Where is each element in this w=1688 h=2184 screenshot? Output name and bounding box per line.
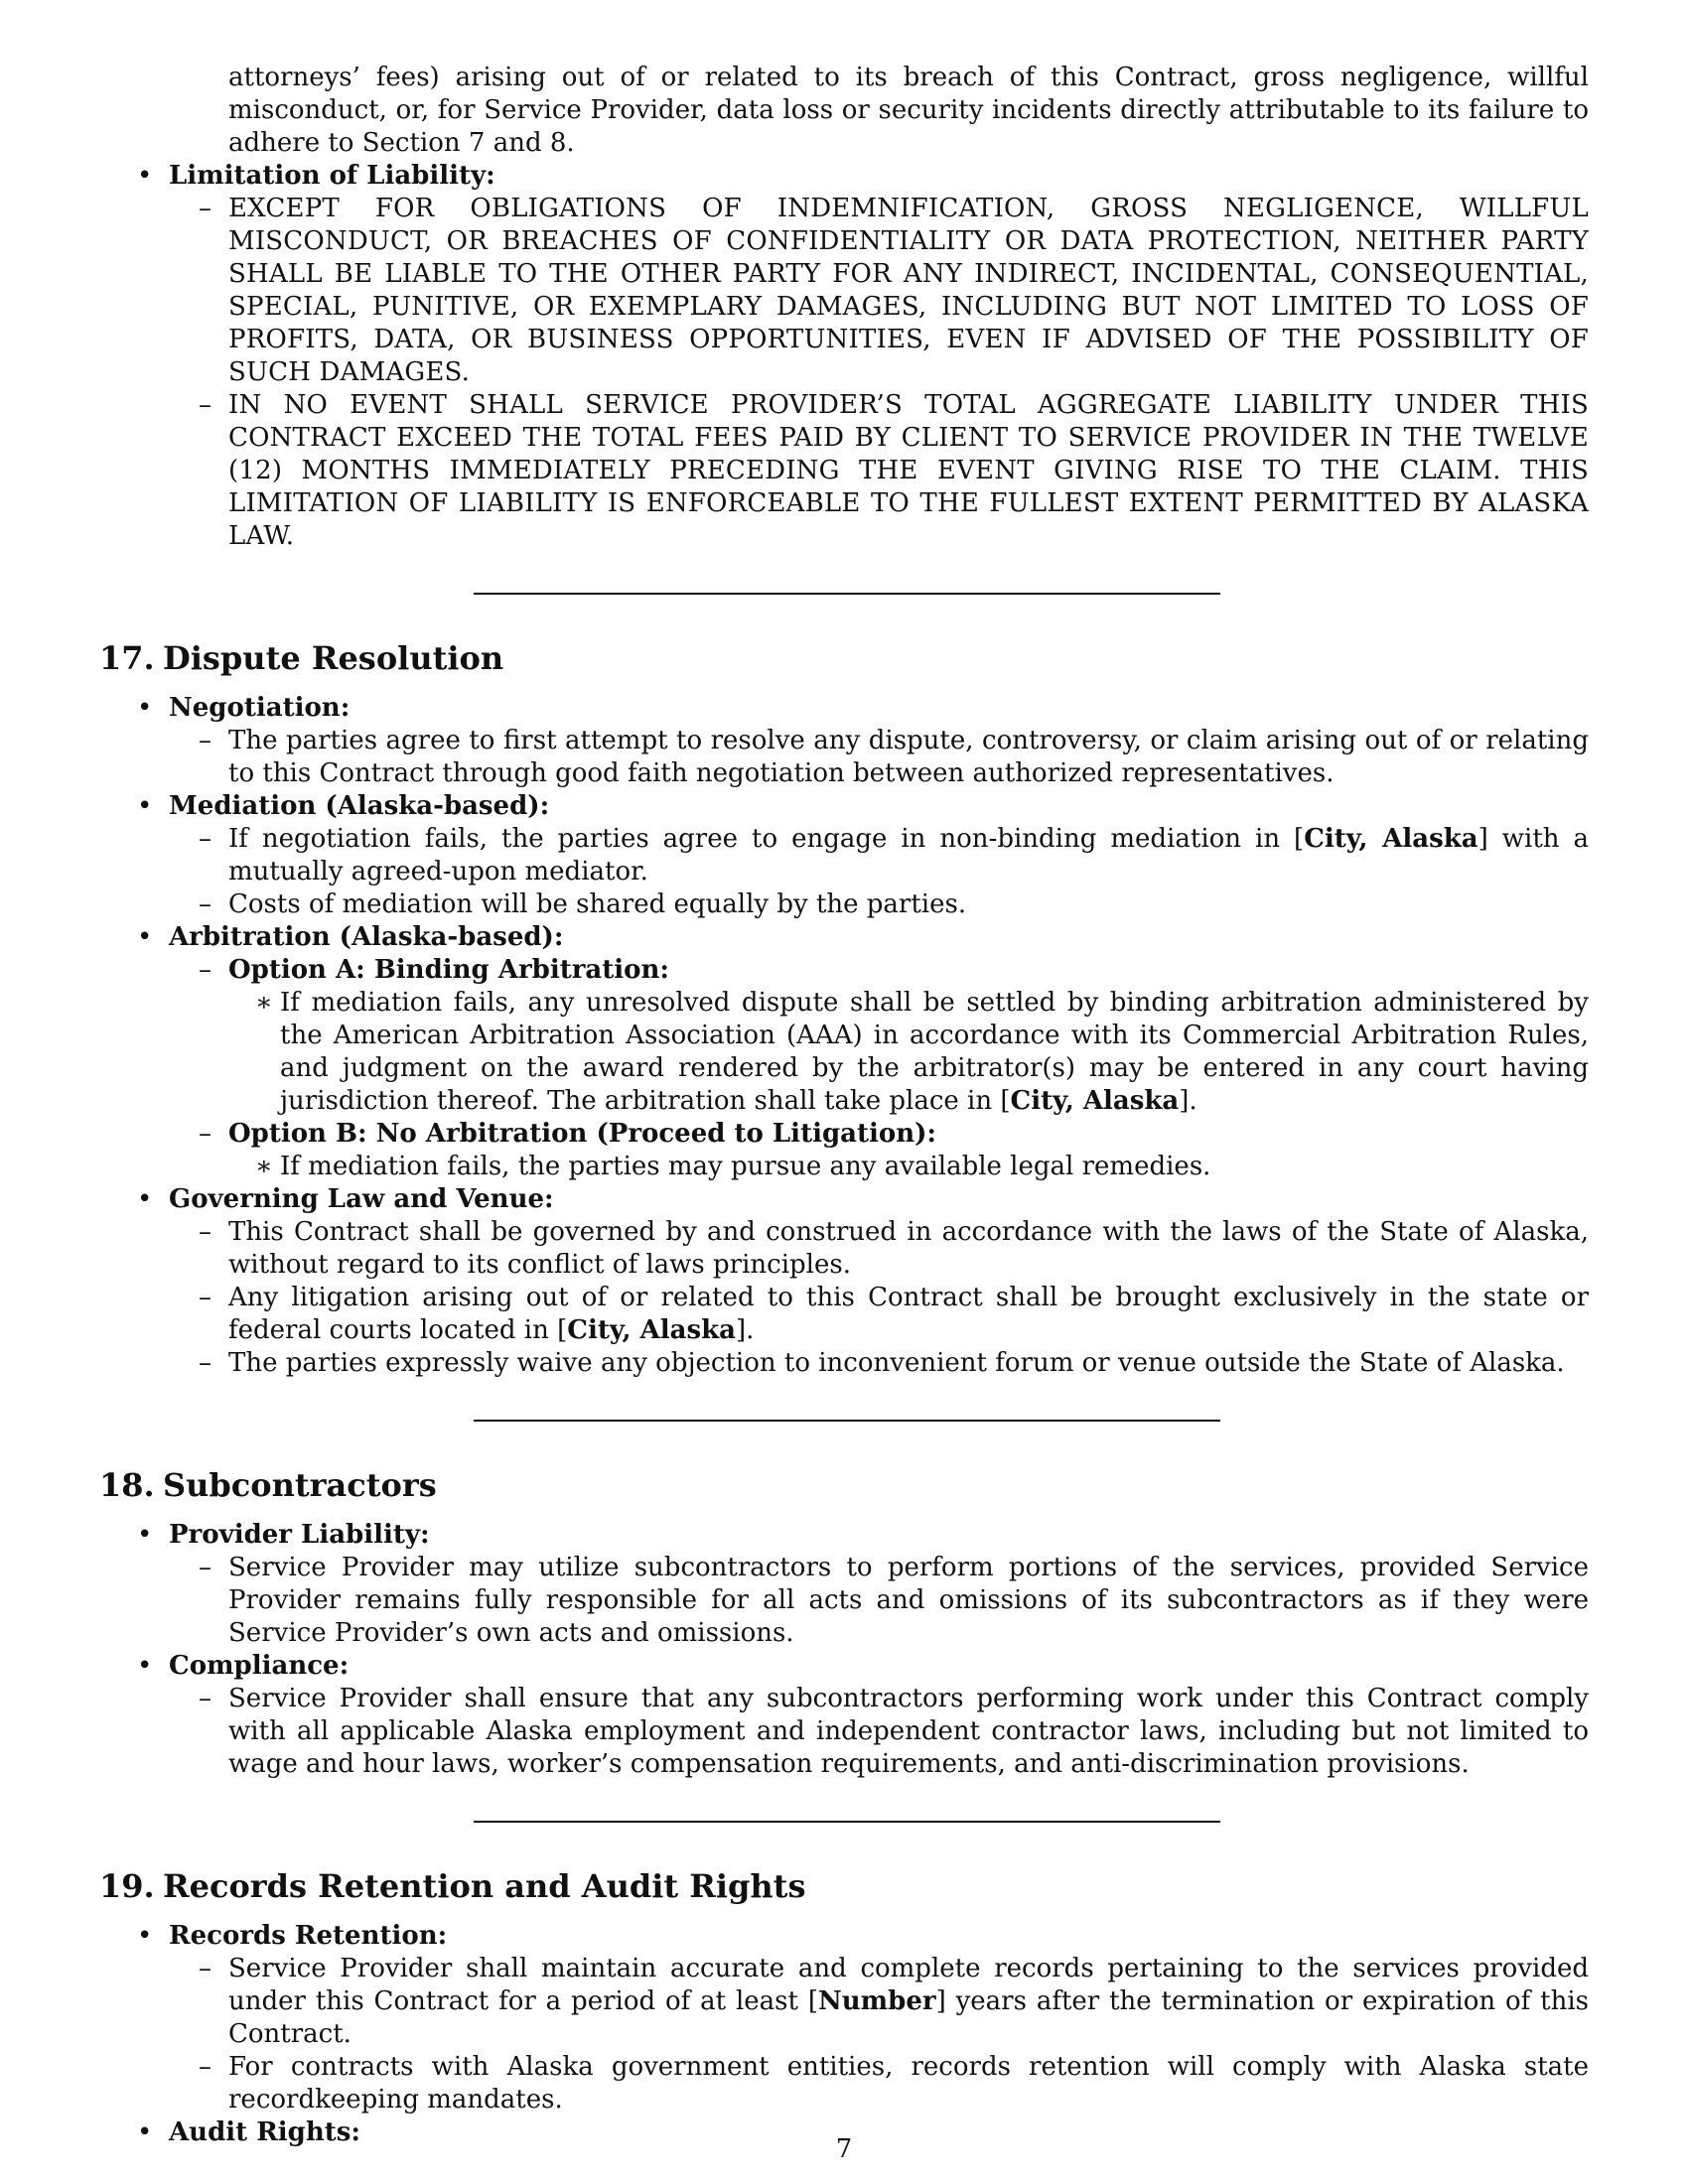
section-19-list bbox=[99, 1920, 1589, 2149]
section-18-list bbox=[99, 1519, 1589, 1781]
section-number: 18. bbox=[99, 1466, 155, 1504]
governing-law-clause-1: – This Contract shall be governed by and construed in accordance with the laws of the State of Alaska, without regard to its conflict of laws principles. bbox=[169, 1216, 1589, 1282]
records-retention-clause-2: – For contracts with Alaska government entities, records retention will comply with Alaska state recordkeeping mandates. bbox=[169, 2051, 1589, 2116]
provider-liability-clause: – Service Provider may utilize subcontractors to perform portions of the services, provided Service Provider remains fully responsible for all acts and omissions of its subcontractors as if they were Service Provider’s own acts and omissions. bbox=[169, 1552, 1589, 1650]
text-run: Any litigation arising out of or related to this Contract shall be brought exclusively in the state or federal courts located in [ bbox=[228, 1283, 1589, 1345]
text-run: ] with a mutually agreed-upon mediator. bbox=[228, 824, 1589, 887]
governing-law-clause-2 bbox=[169, 1282, 1589, 1347]
text-run: ]. bbox=[735, 1315, 755, 1345]
section-number: 17. bbox=[99, 639, 155, 677]
list-item-arbitration bbox=[99, 921, 1589, 1183]
text-run: ] years after the termination or expiration of this Contract. bbox=[228, 1986, 1589, 2049]
section-title: Subcontractors bbox=[163, 1466, 437, 1504]
text-run: ]. bbox=[1179, 1086, 1197, 1116]
option-b-label: Option B: No Arbitration (Proceed to Litigation): bbox=[228, 1119, 937, 1149]
section-divider bbox=[474, 1821, 1220, 1823]
list-item-negotiation bbox=[99, 692, 1589, 790]
section-number: 19. bbox=[99, 1867, 155, 1905]
section-18-heading bbox=[99, 1465, 1589, 1505]
negotiation-clause: – The parties agree to first attempt to resolve any dispute, controversy, or claim arising out of or relating to this Contract through good faith negotiation between authorized representatives. bbox=[169, 725, 1589, 790]
section-17-list bbox=[99, 692, 1589, 1380]
placeholder-city: City, Alaska bbox=[1304, 824, 1478, 854]
list-item-limitation-of-liability bbox=[99, 160, 1589, 553]
audit-rights-label: Audit Rights: bbox=[169, 2117, 361, 2147]
list-item-governing-law bbox=[99, 1183, 1589, 1380]
option-b-sublist bbox=[228, 1151, 1589, 1183]
compliance-sublist bbox=[169, 1683, 1589, 1781]
text-run: If mediation fails, any unresolved dispute shall be settled by binding arbitration administered by the American Arbitration Association (AAA) in accordance with its Commercial Arbitration Rules, and judgment on the award rendered by the arbitrator(s) may be entered in any court having jurisdiction thereof. The arbitration shall take place in [ bbox=[280, 988, 1589, 1116]
governing-law-label: Governing Law and Venue: bbox=[169, 1184, 554, 1214]
liability-list bbox=[99, 160, 1589, 553]
provider-liability-label: Provider Liability: bbox=[169, 1520, 430, 1550]
arbitration-sublist bbox=[169, 954, 1589, 1183]
section-title: Records Retention and Audit Rights bbox=[163, 1867, 806, 1905]
records-retention-clause-1 bbox=[169, 1953, 1589, 2051]
list-item-provider-liability bbox=[99, 1519, 1589, 1650]
compliance-label: Compliance: bbox=[169, 1651, 350, 1681]
list-item-mediation bbox=[99, 790, 1589, 921]
arbitration-option-b bbox=[169, 1118, 1589, 1183]
option-a-sublist bbox=[228, 987, 1589, 1118]
arbitration-option-a bbox=[169, 954, 1589, 1118]
placeholder-number: Number bbox=[817, 1986, 936, 2016]
text-run: Service Provider shall maintain accurate and complete records pertaining to the services provided under this Contract for a period of at least [ bbox=[228, 1954, 1589, 2016]
negotiation-label: Negotiation: bbox=[169, 693, 351, 723]
mediation-clause-1 bbox=[169, 823, 1589, 888]
section-divider bbox=[474, 593, 1220, 595]
records-retention-sublist bbox=[169, 1953, 1589, 2116]
list-item-compliance bbox=[99, 1650, 1589, 1781]
records-retention-label: Records Retention: bbox=[169, 1921, 448, 1951]
governing-law-sublist bbox=[169, 1216, 1589, 1380]
text-run: If negotiation fails, the parties agree to engage in non-binding mediation in [ bbox=[228, 824, 1305, 854]
option-b-clause: ∗ If mediation fails, the parties may pursue any available legal remedies. bbox=[228, 1151, 1589, 1183]
page-content bbox=[99, 0, 1589, 2149]
section-19-heading bbox=[99, 1866, 1589, 1906]
section-title: Dispute Resolution bbox=[163, 639, 504, 677]
placeholder-city: City, Alaska bbox=[1010, 1086, 1180, 1116]
list-item-records-retention bbox=[99, 1920, 1589, 2116]
placeholder-city: City, Alaska bbox=[567, 1315, 736, 1345]
option-a-label: Option A: Binding Arbitration: bbox=[228, 955, 669, 985]
arbitration-label: Arbitration (Alaska-based): bbox=[169, 922, 564, 952]
option-a-clause bbox=[228, 987, 1589, 1118]
section-17-heading bbox=[99, 638, 1589, 678]
governing-law-clause-3: – The parties expressly waive any objection to inconvenient forum or venue outside the State of Alaska. bbox=[169, 1347, 1589, 1380]
negotiation-sublist bbox=[169, 725, 1589, 790]
mediation-clause-2: – Costs of mediation will be shared equally by the parties. bbox=[169, 888, 1589, 921]
liability-clause-1: – EXCEPT FOR OBLIGATIONS OF INDEMNIFICATION, GROSS NEGLIGENCE, WILLFUL MISCONDUCT, OR BREACHES OF CONFIDENTIALITY OR DATA PROTECTION, NEITHER PARTY SHALL BE LIABLE TO THE OTHER PARTY FOR ANY INDIRECT, INCIDENTAL, CONSEQUENTIAL, SPECIAL, PUNITIVE, OR EXEMPLARY DAMAGES, INCLUDING BUT NOT LIMITED TO LOSS OF PROFITS, DATA, OR BUSINESS OPPORTUNITIES, EVEN IF ADVISED OF THE POSSIBILITY OF SUCH DAMAGES. bbox=[169, 193, 1589, 389]
liability-clause-2: – IN NO EVENT SHALL SERVICE PROVIDER’S TOTAL AGGREGATE LIABILITY UNDER THIS CONTRACT EXCEED THE TOTAL FEES PAID BY CLIENT TO SERVICE PROVIDER IN THE TWELVE (12) MONTHS IMMEDIATELY PRECEDING THE EVENT GIVING RISE TO THE CLAIM. THIS LIMITATION OF LIABILITY IS ENFORCEABLE TO THE FULLEST EXTENT PERMITTED BY ALASKA LAW. bbox=[169, 389, 1589, 553]
page-number: 7 bbox=[835, 2134, 853, 2164]
compliance-clause: – Service Provider shall ensure that any subcontractors performing work under this Contract comply with all applicable Alaska employment and independent contractor laws, including but not limited to wage and hour laws, worker’s compensation requirements, and anti-discrimination provisions. bbox=[169, 1683, 1589, 1781]
liability-sublist bbox=[169, 193, 1589, 553]
limitation-of-liability-label: Limitation of Liability: bbox=[169, 161, 495, 191]
mediation-sublist bbox=[169, 823, 1589, 921]
section-divider bbox=[474, 1420, 1220, 1422]
mediation-label: Mediation (Alaska-based): bbox=[169, 791, 550, 821]
provider-liability-sublist bbox=[169, 1552, 1589, 1650]
continued-paragraph: attorneys’ fees) arising out of or related to its breach of this Contract, gross negligence, willful misconduct, or, for Service Provider, data loss or security incidents directly attributable to its failure to adhere to Section 7 and 8. bbox=[228, 63, 1589, 158]
